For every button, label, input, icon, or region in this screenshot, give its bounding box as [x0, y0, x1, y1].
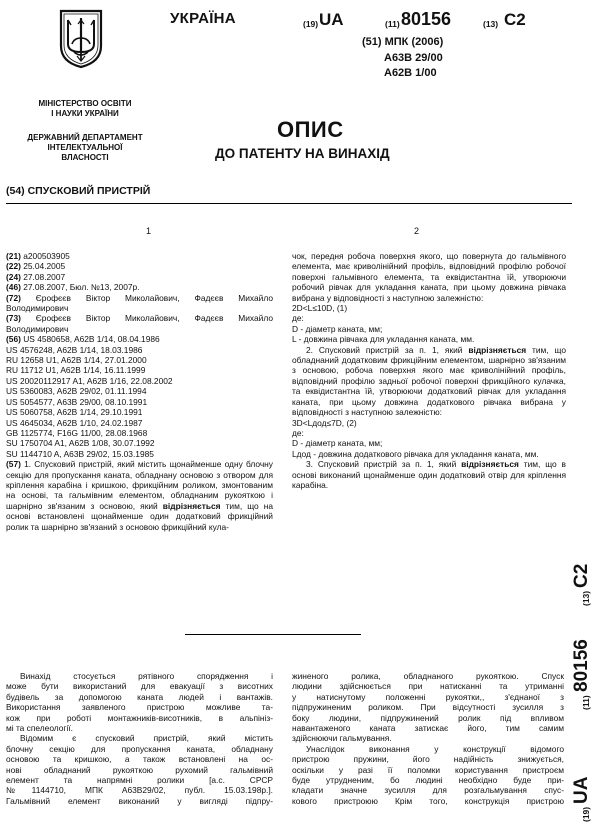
side-kind-code: C2: [571, 563, 592, 588]
text-line: кового пристроюю Крім того, конструкція пристрою: [292, 795, 564, 806]
text-line: елемент та напрямні ролики [а.с. СРСР: [6, 775, 273, 786]
document-subtitle: ДО ПАТЕНТУ НА ВИНАХІД: [215, 146, 390, 161]
text-line: пристрою пружини, його надійність знижується,: [292, 754, 564, 765]
ipc-class-1: A63B 29/00: [384, 52, 443, 64]
text-line: №1144710, МПК А63В29/02, публ. 15.03.198р.].: [6, 785, 273, 796]
text-line: кладати значне зусилля для розгальмування спус-: [292, 785, 564, 796]
text-line: може бути використаний для евакуації з висотних: [6, 681, 273, 692]
text-line: Винахід стосується рятівного спорядження і: [20, 671, 273, 681]
text-line: блочну секцію для пропускання каната, обладнану: [6, 743, 273, 754]
text-line: Гальмівний елемент виконаний у вигляді підпру-: [6, 795, 273, 806]
definition-d: D - діаметр каната, мм;: [292, 438, 383, 449]
text-line: Відомим є спусковий пристрій, який містить: [20, 733, 273, 744]
reference-item: SU 1750704 A1, A62B 1/08, 30.07.1992: [6, 438, 155, 449]
reference-item: US 5360083, A62B 29/02, 01.11.1994: [6, 386, 147, 397]
column-number-2: 2: [414, 226, 420, 236]
reference-item: US 4645034, A62B 1/10, 24.02.1987: [6, 417, 143, 428]
text-line: кож при роботі монтажників-висотників, в альпініз-: [6, 712, 273, 723]
country-code: UA: [319, 10, 344, 29]
department-line-1: ДЕРЖАВНИЙ ДЕПАРТАМЕНТ: [27, 133, 143, 142]
inid-code-19: (19): [303, 19, 319, 29]
text-line: жиненого ролика, обладнаного рукояткою. Спуск: [292, 671, 564, 681]
reference-item: RU 12658 U1, A62B 1/14, 27.01.2000: [6, 355, 147, 366]
column-number-1: 1: [146, 226, 152, 236]
claim-2: 2. Спусковий пристрій за п. 1, який відрізняється тим, що обладнаний додатковим фрикційним елементом, шарнірно зв'язаним з основою, робоча поверхня якого має криволінійний профіль, відповідний профілю задньої робочої поверхні фрикційного кулачка, та еквідистантна їй, утворюючи додатковий рівчак для укладання каната, при цьому довжина додаткового рівчака вибрана у відповідності з наступною залежністю:: [292, 344, 566, 418]
text-line: буде утрудненим, бо людині необхідно буде при-: [292, 775, 564, 786]
invention-title: (54) СПУСКОВИЙ ПРИСТРІЙ: [6, 185, 151, 197]
text-line: боку людини, підпружинений ролик під впливом: [292, 712, 564, 723]
reference-item: GB 1125774, F16G 11/00, 28.08.1968: [6, 427, 148, 438]
claim-3: 3. Спусковий пристрій за п. 1, який відрізняється тим, що в основі виконаний щонайменше один додатковий отвір для кріплення карабіна.: [292, 459, 566, 490]
text-line: Унаслідок виконання у конструкції відомого: [306, 743, 564, 754]
text-line: будівель за допомогою каната людей і вантажів.: [6, 691, 273, 702]
department-line-2: ІНТЕЛЕКТУАЛЬНОЇ: [47, 143, 123, 152]
formula-2: 3D<Lдод≤7D, (2): [292, 417, 357, 428]
biblio-item: (22) 25.04.2005: [6, 261, 66, 272]
claim-1-start: (57) 1. Спусковий пристрій, який містить щонайменше одну блочну секцію для пропускання каната, обладнану основою з отвором для кріплення карабіна і кришкою, фрикційним роликом, змонтованим на основі, та гальмівним елементом, обладнаним рукояткою і шарнірно зв'язаним з основою, який відрізняється тим, що на основі встановлені щонайменше один додатковий фрикційний ролик та шарнірно зв'язаний з основою фрикційний кула-: [6, 459, 273, 532]
text-line: нові обладнаний рукояткою рухомий гальмівний: [6, 764, 273, 775]
reference-item: US 5054577, A63B 29/00, 08.10.1991: [6, 396, 148, 407]
side-country-code: UA: [571, 776, 592, 804]
claim-1-continuation: чок, передня робоча поверхня якого, що повернута до гальмівного елемента, має криволінійний профіль, відповідний профілю робочої поверхні гальмівного елемента, та еквідистантна їй, утворюючи робочий рівчак для укладання каната, при цьому довжина рівчака вибрана у відповідності з наступною залежністю:: [292, 251, 566, 303]
text-line: людини здійснюється при натисканні та утриманні: [292, 681, 564, 692]
ministry-line-2: І НАУКИ УКРАЇНИ: [51, 109, 119, 118]
reference-item: US 20020112917 A1, A62B 1/16, 22.08.2002: [6, 375, 173, 386]
description-right: [292, 671, 564, 806]
definition-l-additional: Lдод - довжина додаткового рівчака для укладання каната, мм.: [292, 448, 539, 459]
ministry-line-1: МІНІСТЕРСТВО ОСВІТИ: [38, 99, 132, 108]
department-line-3: ВЛАСНОСТІ: [61, 153, 109, 162]
biblio-item: (46) 27.08.2007, Бюл. №13, 2007р.: [6, 282, 140, 293]
text-line: мі та спелеології.: [6, 723, 73, 734]
biblio-item: (24) 27.08.2007: [6, 271, 66, 282]
text-line: основою та кришкою, а також встановлені на ос-: [6, 754, 273, 765]
reference-item: US 4576248, A62B 1/14, 18.03.1986: [6, 344, 143, 355]
reference-item: US 5060758, A62B 1/14, 29.10.1991: [6, 407, 143, 418]
definition-d: D - діаметр каната, мм;: [292, 323, 383, 334]
formula-1: 2D<L≤10D, (1): [292, 303, 348, 314]
patent-number: 80156: [401, 9, 452, 29]
side-code-11: (11): [581, 695, 591, 710]
claims-column: [292, 251, 566, 490]
ipc-label: (51) МПК (2006): [362, 36, 444, 48]
biblio-item: (72) Єрофєєв Віктор Миколайович, Фадєєв Михайло Володимирович: [6, 292, 273, 314]
text-line: навантаженого каната затискає його, тим самим: [292, 723, 564, 734]
where-label: де:: [292, 427, 304, 438]
section-divider: [185, 634, 361, 635]
inid-code-11: (11): [385, 19, 400, 29]
reference-item: RU 11712 U1, A62B 1/14, 16.11.1999: [6, 365, 146, 376]
country-name: УКРАЇНА: [170, 10, 236, 27]
side-patent-number: 80156: [571, 639, 592, 692]
coat-of-arms-emblem: [58, 8, 104, 70]
side-code-13: (13): [581, 590, 591, 606]
biblio-item: (73) Єрофєєв Віктор Миколайович, Фадєєв Михайло Володимирович: [6, 313, 273, 334]
description-left: [6, 671, 273, 806]
text-line: здійснюючи гальмування.: [292, 733, 392, 744]
side-code-19: (19): [581, 806, 591, 822]
text-line: Використання заявленого пристрою можливе та-: [6, 702, 273, 713]
inid-code-13: (13): [483, 19, 499, 29]
where-label: де:: [292, 313, 304, 324]
references-list: (56) US 4580658, A62B 1/14, 08.04.1986: [6, 334, 160, 345]
kind-code: C2: [504, 10, 526, 29]
text-line: оскільки у разі її поломки користування пристроєм: [292, 764, 564, 775]
definition-l: L - довжина рівчака для укладання каната, мм.: [292, 334, 475, 345]
text-line: у натиснутому положенні рукоятки,, з'єднаної з: [292, 691, 564, 702]
biblio-item: (21) a200503905: [6, 251, 70, 261]
bibliographic-data: [6, 251, 273, 532]
document-title: ОПИС: [277, 117, 344, 142]
text-line: підпружиненим роликом. При відсутності зусилля з: [292, 702, 564, 713]
ipc-class-2: A62B 1/00: [384, 67, 437, 79]
title-rule: [6, 203, 572, 204]
side-identifier: [569, 452, 599, 832]
reference-item: SU 1144710 A, A63B 29/02, 15.03.1985: [6, 448, 154, 459]
